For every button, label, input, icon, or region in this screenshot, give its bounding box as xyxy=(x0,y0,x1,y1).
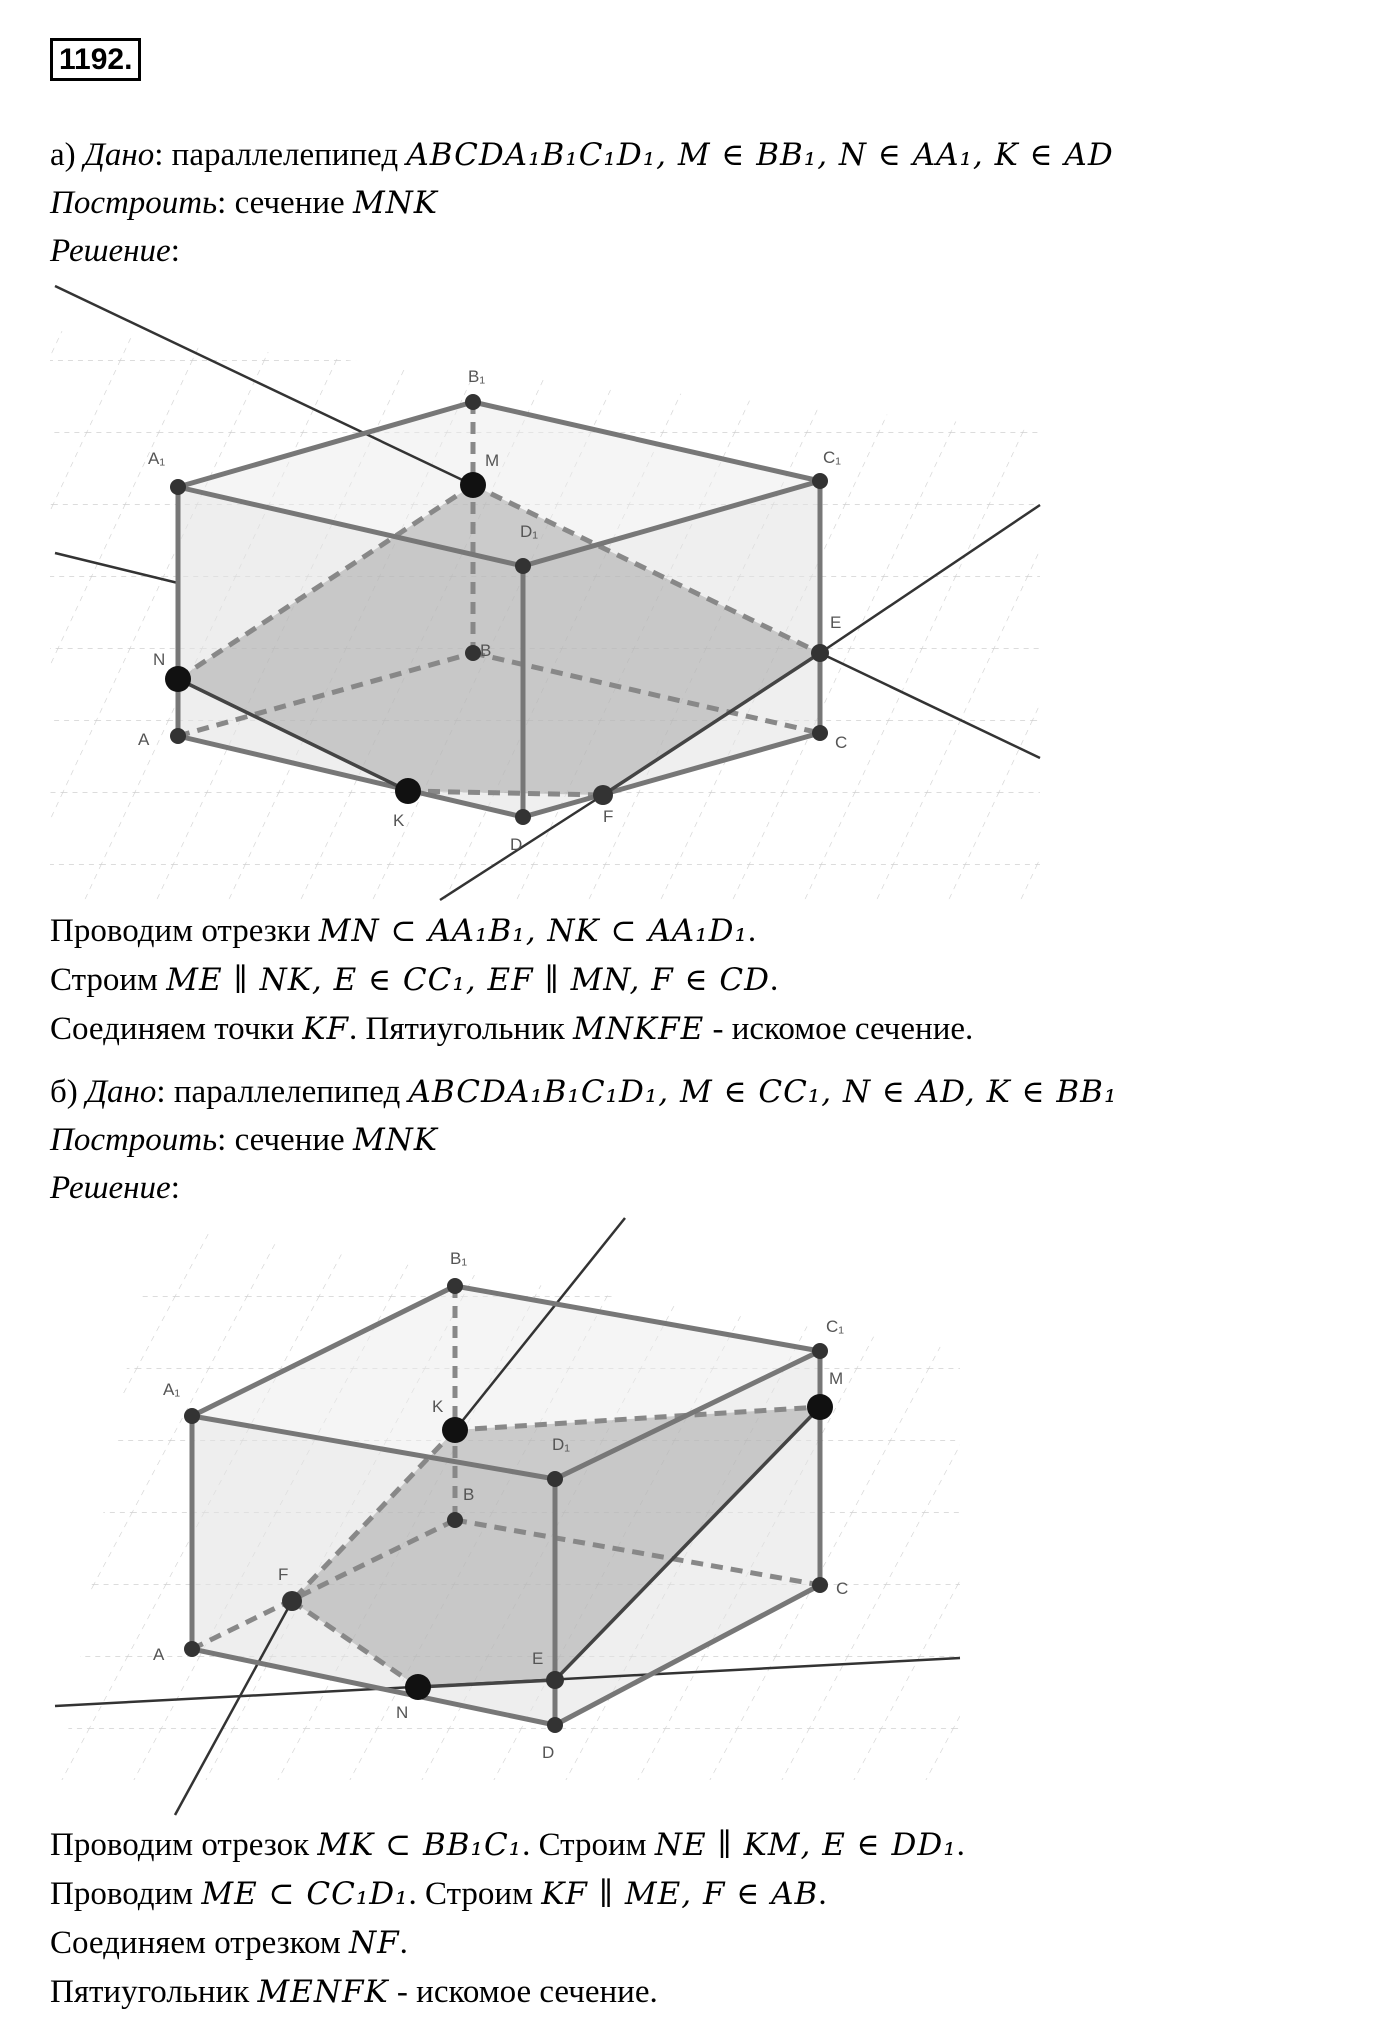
part-b-step-4: Пятиугольник MENFK - искомое сечение. xyxy=(50,1974,658,2010)
label-E: E xyxy=(532,1649,544,1668)
label-D1: D₁ xyxy=(520,522,539,541)
part-b-step-2: Проводим ME ⊂ CC₁D₁. Строим KF ∥ ME, F ∈ AB. xyxy=(50,1876,827,1912)
problem-number: 1192. xyxy=(50,38,141,81)
figure-a xyxy=(0,270,1060,910)
label-B: B xyxy=(480,641,492,660)
label-A: A xyxy=(138,730,150,749)
label-D1: D₁ xyxy=(552,1435,571,1454)
label-E: E xyxy=(830,613,842,632)
label-B1: B₁ xyxy=(468,367,486,386)
label-C1: C₁ xyxy=(823,448,842,467)
label-F: F xyxy=(278,1565,289,1584)
label-C: C xyxy=(836,1579,849,1598)
part-a-solution-heading: Решение: xyxy=(50,233,180,269)
part-a-step-2: Строим ME ∥ NK, E ∈ CC₁, EF ∥ MN, F ∈ CD. xyxy=(50,962,779,998)
figure-b xyxy=(0,1210,1060,1830)
part-b-solution-heading: Решение: xyxy=(50,1170,180,1206)
label-D: D xyxy=(542,1743,555,1762)
part-a-given: а) Дано: параллелепипед ABCDA₁B₁C₁D₁, M ∈ BB₁, N ∈ AA₁, K ∈ AD xyxy=(50,137,1114,173)
label-B: B xyxy=(463,1485,475,1504)
label-K: K xyxy=(432,1397,444,1416)
label-M: M xyxy=(485,451,500,470)
given-math: ABCDA₁B₁C₁D₁, M ∈ BB₁, N ∈ AA₁, K ∈ AD xyxy=(406,137,1114,173)
label-N: N xyxy=(396,1703,409,1722)
label-C: C xyxy=(835,733,848,752)
label-B1: B₁ xyxy=(450,1249,468,1268)
label-M: M xyxy=(829,1369,844,1388)
part-a-construct: Построить: сечение MNK xyxy=(50,185,438,221)
label-A1: A₁ xyxy=(163,1380,181,1399)
label-A1: A₁ xyxy=(148,449,166,468)
part-b-construct: Построить: сечение MNK xyxy=(50,1122,438,1158)
label-D: D xyxy=(510,835,523,854)
given-word: Дано xyxy=(83,137,155,173)
label-K: K xyxy=(393,811,405,830)
part-b-step-3: Соединяем отрезком NF. xyxy=(50,1925,408,1961)
label-N: N xyxy=(153,650,166,669)
label-A: A xyxy=(153,1645,165,1664)
label-C1: C₁ xyxy=(826,1317,845,1336)
part-b-step-1: Проводим отрезок MK ⊂ BB₁C₁. Строим NE ∥ KM, E ∈ DD₁. xyxy=(50,1827,965,1863)
label-F: F xyxy=(603,807,614,826)
part-a-step-1: Проводим отрезки MN ⊂ AA₁B₁, NK ⊂ AA₁D₁. xyxy=(50,913,757,949)
part-a-step-3: Соединяем точки KF. Пятиугольник MNKFE - искомое сечение. xyxy=(50,1011,974,1047)
part-b-given: б) Дано: параллелепипед ABCDA₁B₁C₁D₁, M ∈ CC₁, N ∈ AD, K ∈ BB₁ xyxy=(50,1074,1118,1110)
